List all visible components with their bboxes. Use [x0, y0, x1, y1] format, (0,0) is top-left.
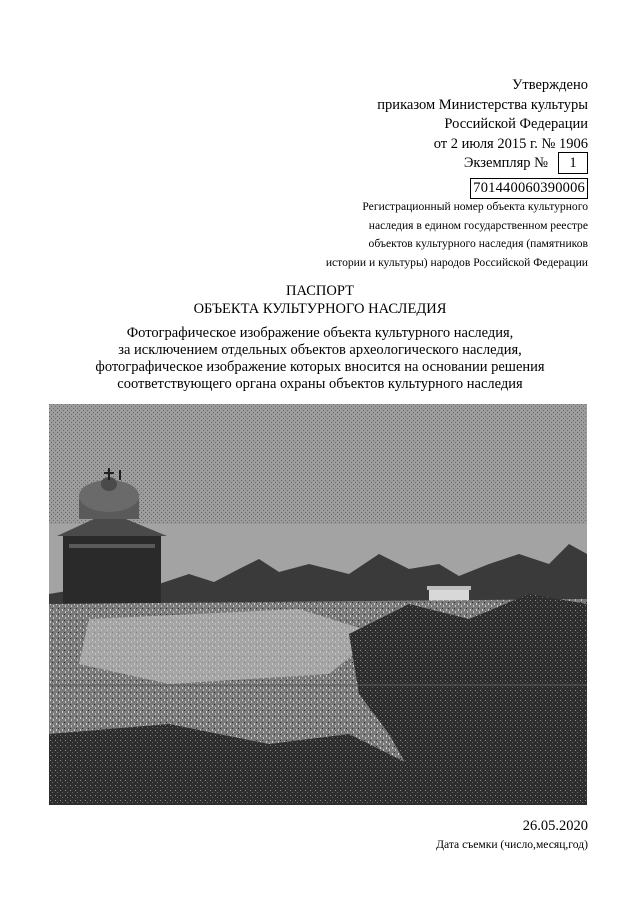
approval-line: Утверждено: [512, 77, 588, 93]
document-title: ПАСПОРТ: [286, 283, 354, 299]
copy-number-box: 1: [558, 152, 588, 174]
registration-description-line: объектов культурного наследия (памятников: [368, 237, 588, 251]
registration-number: 701440060390006: [470, 178, 588, 199]
heritage-site-photo: [49, 404, 587, 805]
approval-line: от 2 июля 2015 г. № 1906: [433, 135, 588, 152]
photo-caption-line: за исключением отдельных объектов археологического наследия,: [118, 342, 522, 358]
approval-line: Российской Федерации: [444, 116, 588, 132]
approval-line: приказом Министерства культуры: [377, 96, 588, 113]
registration-description-line: Регистрационный номер объекта культурного: [362, 200, 588, 213]
photo-caption-line: соответствующего органа охраны объектов культурного наследия: [117, 376, 523, 392]
photo-caption: [0, 325, 640, 393]
photo-caption-line: фотографическое изображение которых вносится на основании решения: [95, 359, 545, 375]
photo-date: 26.05.2020: [522, 818, 588, 834]
photo-caption-line: Фотографическое изображение объекта культурного наследия,: [126, 325, 514, 341]
photo-date-label: Дата съемки (число,месяц,год): [436, 838, 588, 851]
registration-description: [326, 198, 588, 272]
copy-label: Экземпляр №: [463, 154, 548, 171]
registration-description-line: истории и культуры) народов Российской Федерации: [325, 255, 588, 269]
approval-block: [377, 76, 588, 154]
document-subtitle: ОБЪЕКТА КУЛЬТУРНОГО НАСЛЕДИЯ: [193, 301, 447, 317]
copy-number-row: [464, 152, 588, 174]
registration-description-line: наследия в едином государственном реестре: [368, 218, 588, 232]
